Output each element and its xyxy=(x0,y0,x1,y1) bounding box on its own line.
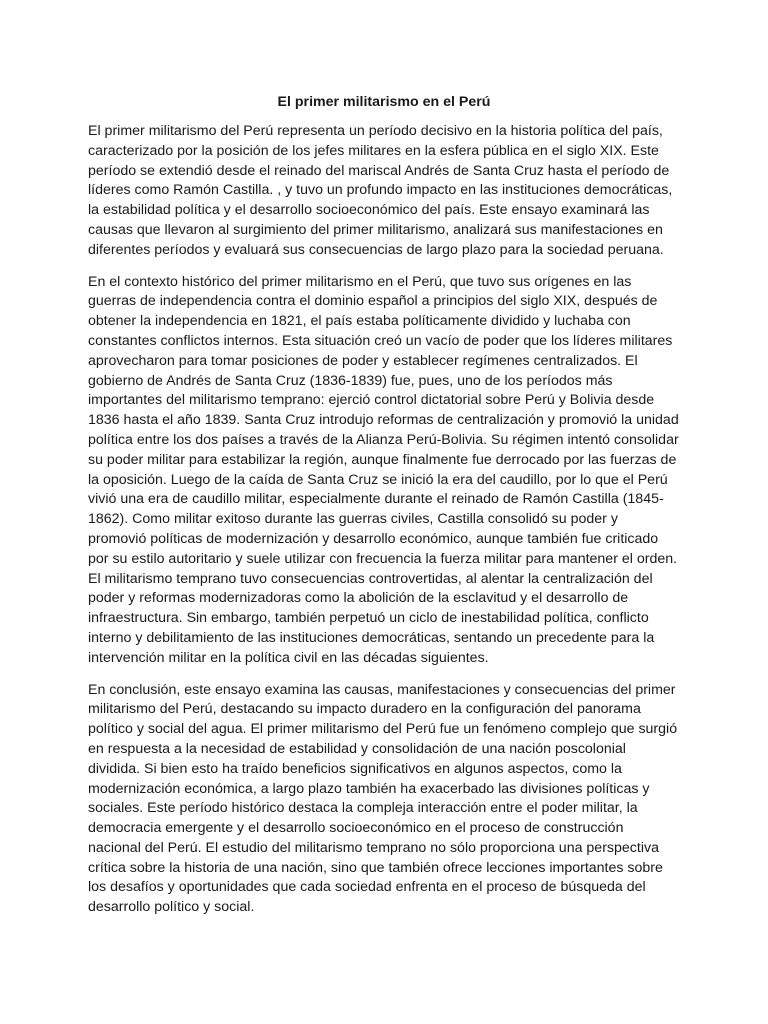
document-title: El primer militarismo en el Perú xyxy=(277,94,491,110)
paragraph-conclusion: En conclusión, este ensayo examina las causas, manifestaciones y consecuencias del primer militarismo del Perú, destacando su impacto duradero en la configuración del panorama político y social del agua. El primer militarismo del Perú fue un fenómeno complejo que surgió en respuesta a la necesidad de estabilidad y consolidación de una nación poscolonial dividida. Si bien esto ha traído beneficios significativos en algunos aspectos, como la modernización económica, a largo plazo también ha exacerbado las divisiones políticas y sociales. Este período histórico destaca la compleja interacción entre el poder militar, la democracia emergente y el desarrollo socioeconómico en el proceso de construcción nacional del Perú. El estudio del militarismo temprano no sólo proporciona una perspectiva crítica sobre la historia de una nación, sino que también ofrece lecciones importantes sobre los desafíos y oportunidades que cada sociedad enfrenta en el proceso de búsqueda del desarrollo político y social. xyxy=(88,681,678,916)
document-page xyxy=(88,92,680,930)
paragraph-historical-context: En el contexto histórico del primer militarismo en el Perú, que tuvo sus orígenes en las guerras de independencia contra el dominio español a principios del siglo XIX, después de obtener la independencia en 1821, el país estaba políticamente dividido y luchaba con constantes conflictos internos. Esta situación creó un vacío de poder que los líderes militares aprovecharon para tomar posiciones de poder y establecer regímenes centralizados. El gobierno de Andrés de Santa Cruz (1836-1839) fue, pues, uno de los períodos más importantes del militarismo temprano: ejerció control dictatorial sobre Perú y Bolivia desde 1836 hasta el año 1839. Santa Cruz introdujo reformas de centralización y promovió la unidad política entre los dos países a través de la Alianza Perú-Bolivia. Su régimen intentó consolidar su poder militar para estabilizar la región, aunque finalmente fue derrocado por las fuerzas de la oposición. Luego de la caída de Santa Cruz se inició la era del caudillo, por lo que el Perú vivió una era de caudillo militar, especialmente durante el reinado de Ramón Castilla (1845-1862). Como militar exitoso durante las guerras civiles, Castilla consolidó su poder y promovió políticas de modernización y desarrollo económico, aunque también fue criticado por su estilo autoritario y suele utilizar con frecuencia la fuerza militar para mantener el orden. El militarismo temprano tuvo consecuencias controvertidas, al alentar la centralización del poder y reformas modernizadoras como la abolición de la esclavitud y el desarrollo de infraestructura. Sin embargo, también perpetuó un ciclo de inestabilidad política, conflicto interno y debilitamiento de las instituciones democráticas, sentando un precedente para la intervención militar en la política civil en las décadas siguientes. xyxy=(88,273,679,666)
paragraph-introduction: El primer militarismo del Perú representa un período decisivo en la historia política del país, caracterizado por la posición de los jefes militares en la esfera pública en el siglo XIX. Este período se extendió desde el reinado del mariscal Andrés de Santa Cruz hasta el período de líderes como Ramón Castilla. , y tuvo un profundo impacto en las instituciones democráticas, la estabilidad política y el desarrollo socioeconómico del país. Este ensayo examinará las causas que llevaron al surgimiento del primer militarismo, analizará sus manifestaciones en diferentes períodos y evaluará sus consecuencias de largo plazo para la sociedad peruana. xyxy=(88,123,673,258)
